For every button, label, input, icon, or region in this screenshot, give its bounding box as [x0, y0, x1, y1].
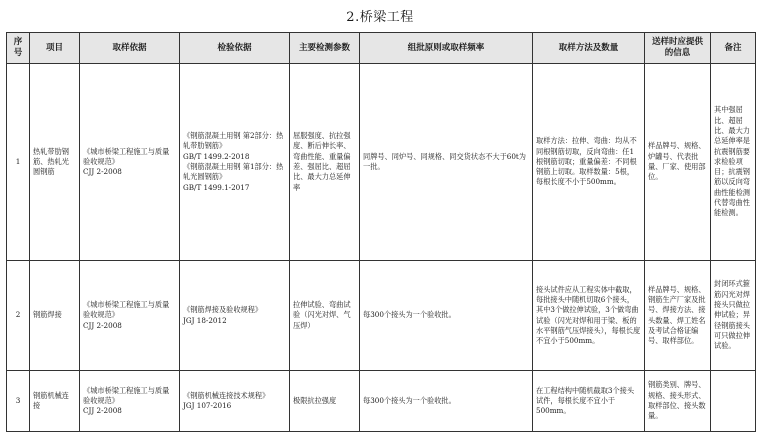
page-title: 2.桥梁工程: [346, 10, 414, 25]
cell-note: 其中强屈比、超屈比、最大力总延伸率是抗震钢筋要求检验项目；抗震钢筋以反向弯曲性能检测代替弯曲性能检测。: [711, 64, 756, 261]
cell-info: 钢筋类别、牌号、规格、接头形式、取样部位、接头数量。: [645, 371, 711, 432]
cell-basis: [80, 64, 180, 261]
header-row: [7, 33, 756, 64]
cell-params: 拉伸试验、弯曲试验（闪光对焊、气压焊）: [290, 261, 360, 371]
cell-item: 热轧带肋钢筋、热轧光圆钢筋: [30, 64, 80, 261]
cell-test-basis: [180, 64, 290, 261]
cell-basis-line: CJJ 2-2008: [83, 167, 122, 177]
cell-seq: 3: [7, 371, 30, 432]
cell-test-basis-line: JGJ 107-2016: [183, 401, 232, 410]
header-test-basis: 检验依据: [180, 33, 290, 64]
cell-item: 钢筋机械连接: [30, 371, 80, 432]
cell-basis: [80, 371, 180, 432]
cell-item: 钢筋焊接: [30, 261, 80, 371]
cell-batch: 每300个接头为一个验收批。: [360, 371, 533, 432]
cell-basis-line: 《城市桥梁工程施工与质量验收规范》: [83, 385, 170, 405]
table-row: [7, 64, 756, 261]
header-method: 取样方法及数量: [533, 33, 645, 64]
table-row: [7, 371, 756, 432]
cell-basis: [80, 261, 180, 371]
header-info: 送样时应提供的信息: [645, 33, 711, 64]
cell-test-basis-line: 《钢筋机械连接技术规程》: [183, 390, 270, 400]
cell-method: 在工程结构中随机截取3个接头试件，每根长度不宜小于500mm。: [533, 371, 645, 432]
cell-basis-line: 《城市桥梁工程施工与质量验收规范》: [83, 146, 170, 166]
cell-batch: 每300个接头为一个验收批。: [360, 261, 533, 371]
cell-basis-line: 《城市桥梁工程施工与质量验收规范》: [83, 300, 170, 320]
cell-test-basis-line: GB/T 1499.2-2018: [183, 151, 250, 161]
cell-seq: 1: [7, 64, 30, 261]
table-row: [7, 261, 756, 371]
header-seq: 序号: [7, 33, 30, 64]
cell-test-basis-line: 《钢筋混凝土用钢 第1部分：热轧光圆钢筋》: [183, 162, 284, 182]
cell-seq: 2: [7, 261, 30, 371]
cell-test-basis-line: 《钢筋混凝土用钢 第2部分：热轧带肋钢筋》: [183, 131, 284, 151]
cell-test-basis: [180, 371, 290, 432]
cell-basis-line: CJJ 2-2008: [83, 320, 122, 330]
cell-params: 屈服强度、抗拉强度、断后伸长率、弯曲性能、重量偏差、强屈比、超屈比、最大力总延伸率: [290, 64, 360, 261]
cell-note: [711, 371, 756, 432]
cell-method: 取样方法：拉伸、弯曲：均从不同根钢筋切取，反向弯曲：任1根钢筋切取；重量偏差：不同根钢筋上切取。取样数量：5根，每根长度不小于500mm。: [533, 64, 645, 261]
header-note: 备注: [711, 33, 756, 64]
cell-test-basis-line: GB/T 1499.1-2017: [183, 182, 250, 192]
cell-info: 样品牌号、规格、钢筋生产厂家及批号、焊接方法、接头数量、焊工姓名及考试合格证编号、取样部位。: [645, 261, 711, 371]
cell-method: 接头试件应从工程实体中截取，每批接头中随机切取6个接头，其中3个做拉伸试验，3个做弯曲试验（闪光对焊和用于梁、板的水平钢筋气压焊接头），每根长度不宜小于500mm。: [533, 261, 645, 371]
header-basis: 取样依据: [80, 33, 180, 64]
cell-params: 极限抗拉强度: [290, 371, 360, 432]
cell-test-basis: [180, 261, 290, 371]
cell-note: 封闭环式箍筋闪光对焊接头只做拉伸试验；异径钢筋接头可只做拉伸试验。: [711, 261, 756, 371]
cell-info: 样品牌号、规格、炉罐号、代表批量、厂家、使用部位。: [645, 64, 711, 261]
cell-test-basis-line: JGJ 18-2012: [183, 315, 227, 325]
header-item: 项目: [30, 33, 80, 64]
cell-batch: 同牌号、同炉号、同规格、同交货状态不大于60t为一批。: [360, 64, 533, 261]
inspection-table: [6, 32, 756, 432]
cell-basis-line: CJJ 2-2008: [83, 406, 122, 416]
header-params: 主要检测参数: [290, 33, 360, 64]
header-batch: 组批原则或取样频率: [360, 33, 533, 64]
cell-test-basis-line: 《钢筋焊接及验收规程》: [183, 305, 263, 315]
